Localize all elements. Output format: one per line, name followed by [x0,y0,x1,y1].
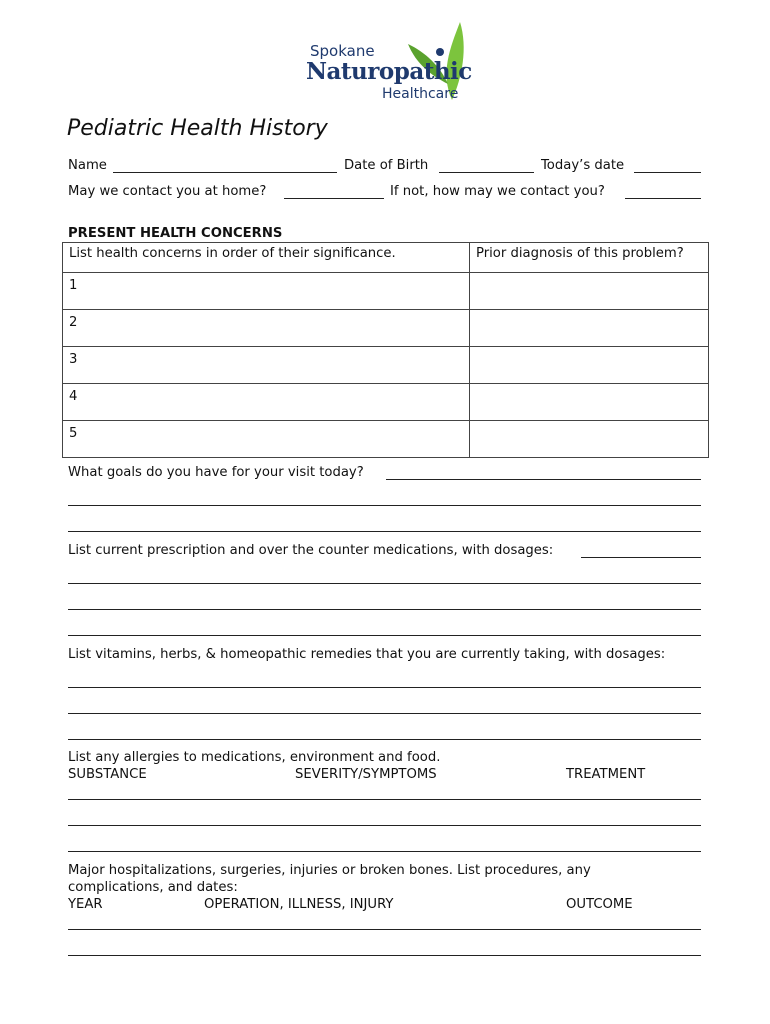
vitamins-field-line-3[interactable] [68,739,701,740]
goals-field-line-1[interactable] [386,479,701,480]
medications-field-line-3[interactable] [68,609,701,610]
dob-label: Date of Birth [344,158,429,173]
logo-text-healthcare: Healthcare [382,86,459,102]
page-title: Pediatric Health History [67,116,328,141]
contact-home-field[interactable] [284,198,384,199]
medications-field-line-4[interactable] [68,635,701,636]
diagnosis-cell-5[interactable] [470,421,709,458]
logo-text-naturopathic: Naturopathic [306,58,472,85]
todays-date-label: Today’s date [541,158,625,173]
prior-diagnosis-col-header: Prior diagnosis of this problem? [470,243,709,273]
hospitalizations-label-line-2: complications, and dates: [68,880,238,895]
contact-how-label: If not, how may we contact you? [390,184,605,199]
hospitalizations-operation-header: OPERATION, ILLNESS, INJURY [204,897,394,912]
concern-row-3[interactable]: 3 [63,347,470,384]
concern-row-4[interactable]: 4 [63,384,470,421]
medications-field-line-1[interactable] [581,557,701,558]
diagnosis-cell-3[interactable] [470,347,709,384]
allergies-label: List any allergies to medications, environment and food. [68,750,441,765]
concern-row-5[interactable]: 5 [63,421,470,458]
hospitalizations-year-header: YEAR [68,897,103,912]
goals-field-line-2[interactable] [68,505,701,506]
goals-label: What goals do you have for your visit today? [68,465,364,480]
name-label: Name [68,158,107,173]
allergies-treatment-header: TREATMENT [566,767,646,782]
clinic-logo [300,18,475,108]
vitamins-field-line-2[interactable] [68,713,701,714]
hospitalizations-field-line-2[interactable] [68,955,701,956]
concern-row-2[interactable]: 2 [63,310,470,347]
health-concerns-table [62,242,709,458]
todays-date-field[interactable] [634,172,701,173]
goals-field-line-3[interactable] [68,531,701,532]
diagnosis-cell-4[interactable] [470,384,709,421]
contact-how-field[interactable] [625,198,701,199]
allergies-field-line-2[interactable] [68,825,701,826]
name-field[interactable] [113,172,337,173]
concern-row-1[interactable]: 1 [63,273,470,310]
contact-home-label: May we contact you at home? [68,184,267,199]
hospitalizations-field-line-1[interactable] [68,929,701,930]
allergies-severity-header: SEVERITY/SYMPTOMS [295,767,437,782]
hospitalizations-outcome-header: OUTCOME [566,897,633,912]
diagnosis-cell-1[interactable] [470,273,709,310]
allergies-substance-header: SUBSTANCE [68,767,147,782]
concerns-col-header: List health concerns in order of their significance. [63,243,470,273]
dob-field[interactable] [439,172,534,173]
allergies-field-line-1[interactable] [68,799,701,800]
logo-text-spokane: Spokane [310,42,375,60]
concerns-heading: PRESENT HEALTH CONCERNS [68,226,283,241]
vitamins-field-line-1[interactable] [68,687,701,688]
medications-field-line-2[interactable] [68,583,701,584]
medications-label: List current prescription and over the counter medications, with dosages: [68,543,554,558]
hospitalizations-label-line-1: Major hospitalizations, surgeries, injuries or broken bones. List procedures, any [68,863,591,878]
vitamins-label: List vitamins, herbs, & homeopathic remedies that you are currently taking, with dosages: [68,647,666,662]
diagnosis-cell-2[interactable] [470,310,709,347]
allergies-field-line-3[interactable] [68,851,701,852]
